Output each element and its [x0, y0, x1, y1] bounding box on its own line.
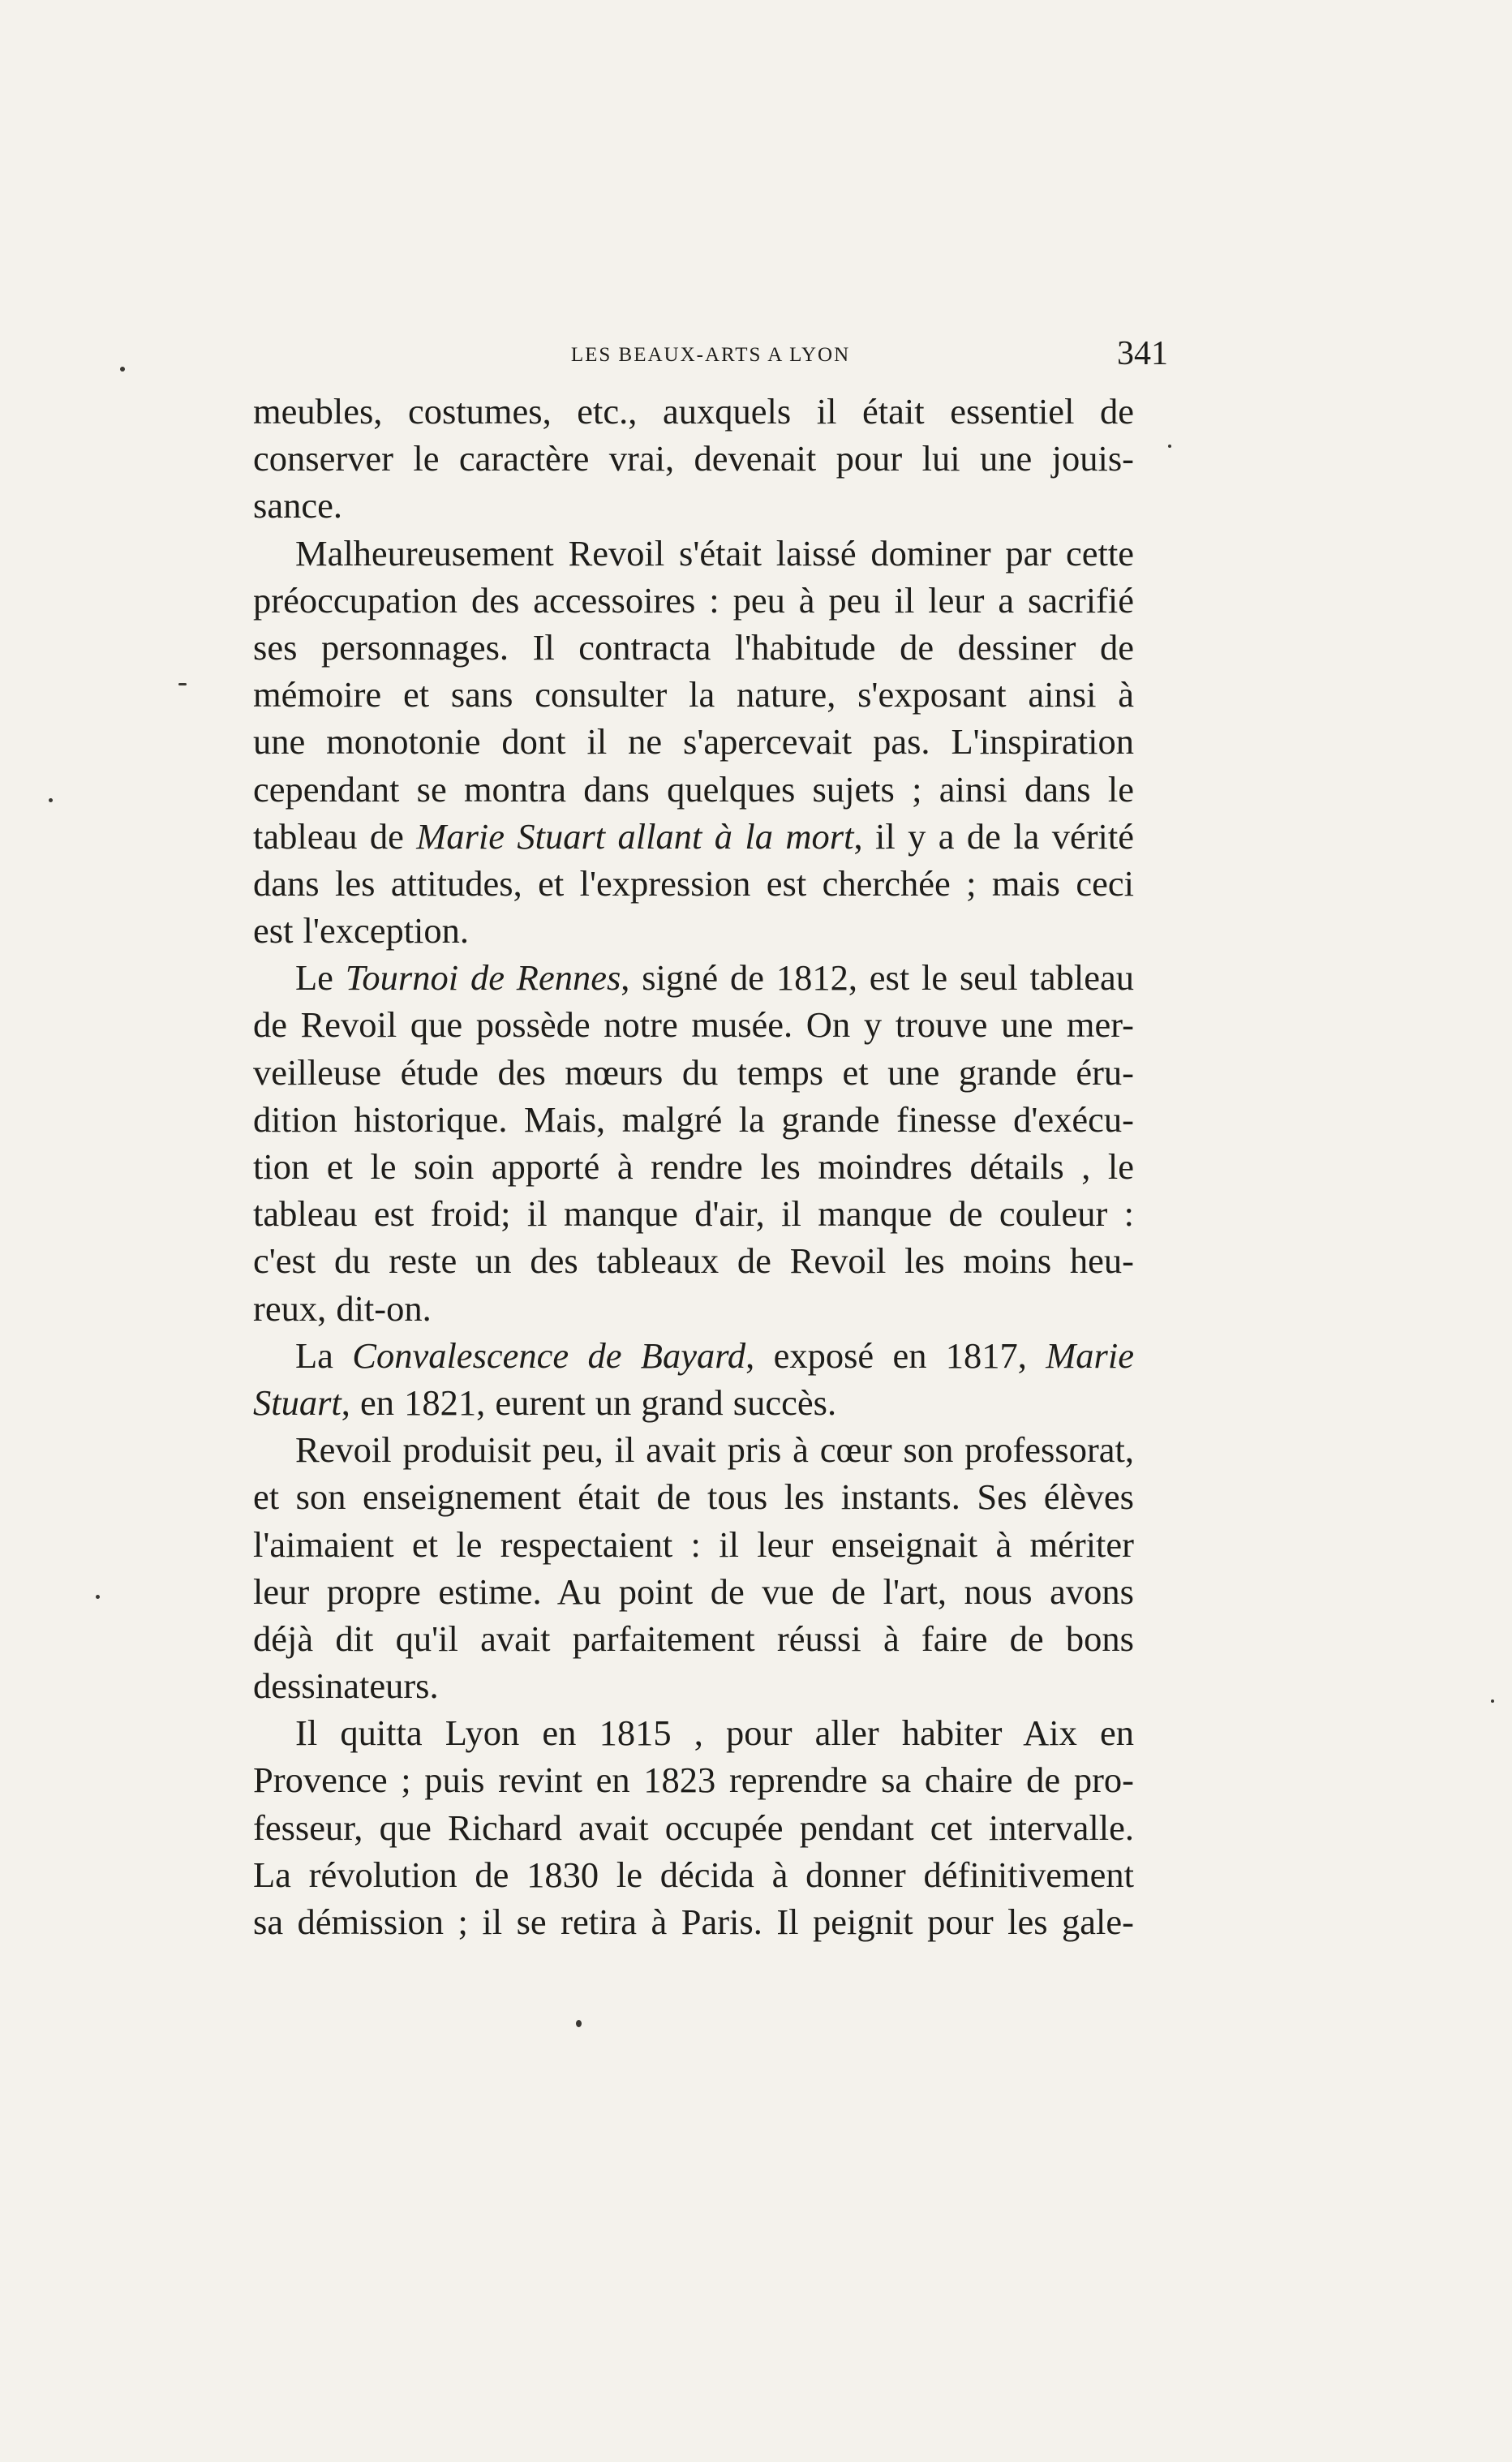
- text-line: cependant se montra dans quelques sujets ; ainsi dans le: [253, 768, 1134, 810]
- text-line: et son enseignement était de tous les instants. Ses élèves: [253, 1476, 1134, 1518]
- text-line: dition historique. Mais, malgré la grande finesse d'exécu-: [253, 1098, 1134, 1140]
- artwork-title: Stuart: [253, 1381, 341, 1423]
- text-line: c'est du reste un des tableaux de Revoil les moins heu-: [253, 1240, 1134, 1282]
- ink-speck: [49, 798, 53, 802]
- text-line: l'aimaient et le respectaient : il leur enseignait à mériter: [253, 1523, 1134, 1565]
- text-line: dessinateurs.: [253, 1665, 439, 1707]
- artwork-title: Convalescence de Bayard: [352, 1334, 746, 1376]
- text-line: Il quitta Lyon en 1815 , pour aller habiter Aix en: [295, 1712, 1134, 1754]
- text-line: tableau de Marie Stuart allant à la mort, il y a de la vérité: [253, 815, 1135, 857]
- text-line: dans les attitudes, et l'expression est cherchée ; mais ceci: [253, 862, 1134, 904]
- text-line: conserver le caractère vrai, devenait pour lui une jouis-: [253, 438, 1134, 479]
- artwork-title: Marie Stuart allant à la mort: [416, 815, 854, 857]
- text-line: meubles, costumes, etc., auxquels il était essentiel de: [253, 391, 1134, 432]
- text-line: Revoil produisit peu, il avait pris à cœur son professorat,: [295, 1429, 1134, 1471]
- body-text: [253, 388, 1134, 1945]
- ink-speck: [120, 367, 125, 372]
- text-line: est l'exception.: [253, 910, 470, 952]
- text-line: La Convalescence de Bayard, exposé en 1817, Marie: [295, 1334, 1134, 1376]
- text-line: mémoire et sans consulter la nature, s'exposant ainsi à: [253, 674, 1134, 715]
- text-line: sance.: [253, 485, 342, 526]
- text-line: Malheureusement Revoil s'était laissé dominer par cette: [295, 532, 1134, 574]
- running-title: LES BEAUX-ARTS A LYON: [570, 344, 851, 366]
- text-line: La révolution de 1830 le décida à donner définitivement: [253, 1854, 1134, 1895]
- ink-speck: [178, 683, 187, 685]
- text-line: Provence ; puis revint en 1823 reprendre sa chaire de pro-: [253, 1759, 1134, 1801]
- ink-speck: [96, 1595, 100, 1599]
- text-line: Stuart, en 1821, eurent un grand succès.: [253, 1381, 837, 1423]
- text-line: déjà dit qu'il avait parfaitement réussi à faire de bons: [253, 1618, 1134, 1659]
- text-line: leur propre estime. Au point de vue de l'art, nous avons: [253, 1570, 1134, 1612]
- text-line: ses personnages. Il contracta l'habitude de dessiner de: [253, 626, 1134, 668]
- text-line: tableau est froid; il manque d'air, il manque de couleur :: [253, 1193, 1134, 1235]
- text-line: fesseur, que Richard avait occupée pendant cet intervalle.: [253, 1807, 1134, 1848]
- ink-speck: [576, 2020, 582, 2027]
- text-line: sa démission ; il se retira à Paris. Il peignit pour les gale-: [253, 1901, 1134, 1942]
- ink-speck: [1491, 1699, 1494, 1703]
- text-line: une monotonie dont il ne s'apercevait pas. L'inspiration: [253, 721, 1134, 763]
- artwork-title: Marie: [1046, 1334, 1134, 1376]
- running-header: [251, 333, 1170, 381]
- ink-speck: [1168, 445, 1171, 448]
- artwork-title: Tournoi de Rennes: [345, 957, 621, 999]
- text-line: veilleuse étude des mœurs du temps et une grande éru-: [253, 1051, 1134, 1093]
- text-line: tion et le soin apporté à rendre les moindres détails , le: [253, 1146, 1134, 1187]
- text-line: préoccupation des accessoires : peu à peu il leur a sacrifié: [253, 579, 1134, 621]
- page-number: 341: [1117, 335, 1168, 372]
- text-line: Le Tournoi de Rennes, signé de 1812, est le seul tableau: [295, 957, 1134, 999]
- text-line: de Revoil que possède notre musée. On y trouve une mer-: [253, 1004, 1134, 1046]
- text-line: reux, dit-on.: [253, 1287, 432, 1329]
